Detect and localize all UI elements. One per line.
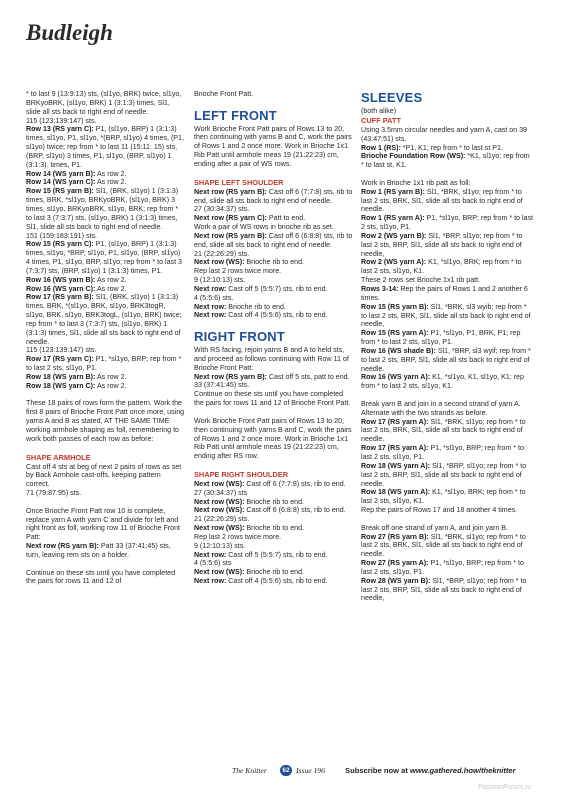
row-label: Row 17 (RS yarn B):	[26, 293, 94, 302]
row-instruction: Cast off 5 (5:5:7) sts, rib to end.	[226, 550, 328, 559]
pattern-row	[361, 347, 533, 374]
pattern-row	[194, 506, 354, 515]
row-instruction: P1, (sl1yo, BRP) 1 (3:1:3) times, sl1yo, *BRP, sl1yo, P1, sl1yo, (BRP, sl1yo) 4 times, P1, sl1yo, BRP, sl1yo; rep from * to last 3 (7:3:7) sts, (BRP, sl1yo) 1 (3:1:3) times, P1.	[26, 240, 182, 275]
subsection-heading: SHAPE LEFT SHOULDER	[194, 177, 284, 187]
paragraph: * to last 9 (13:9:13) sts, (sl1yo, BRK) twice, sl1yo, BRKyoBRK, (sl1yo, BRK) 1 (3:1:3) times, Sl1, slide all sts back to right end of needle.	[26, 90, 182, 116]
row-instruction: Brioche rib to end.	[244, 568, 304, 577]
paragraph: Rep last 2 rows twice more.	[194, 267, 282, 276]
paragraph: Break yarn B and join in a second strand of yarn A. Alternate with the two strands as before.	[361, 399, 521, 417]
paragraph: 21 (22:26:29) sts.	[194, 249, 250, 258]
pattern-row	[361, 303, 533, 330]
pattern-row	[361, 329, 533, 347]
pattern-row	[194, 311, 354, 320]
column-left	[26, 90, 186, 586]
row-label: Row 18 (WS yarn A):	[361, 461, 431, 470]
row-instruction: Sl1, *BRK, sl3 wyib; rep from * to last 2 sts, BRK, Sl1, slide all sts back to right end of needle,	[361, 302, 531, 329]
row-label: Row 14 (WS yarn B):	[26, 169, 96, 178]
pattern-row	[26, 240, 186, 275]
row-instruction: Sl1, *BRP, sl3 wyif; rep from * to last 2 sts, BRP, Sl1, slide all sts back to right end of needle.	[361, 346, 531, 373]
row-instruction: K1, *sl1yo, BRK; rep from * to last 2 sts, sl1yo, K1.	[361, 488, 526, 506]
row-label: Next row (WS):	[194, 497, 245, 506]
pattern-row	[361, 462, 533, 489]
row-instruction: P1, *sl1yo, BRP; rep from * to last 2 sts, sl1yo, P1.	[361, 444, 524, 461]
row-label: Row 1 (RS):	[361, 143, 401, 152]
footer-magazine: The Knitter	[232, 766, 267, 775]
subsection-heading: SHAPE RIGHT SHOULDER	[194, 469, 289, 479]
row-instruction: Cast off 6 (6:8:8) sts, rib to end, slide all sts back to right end of needle.	[194, 231, 353, 249]
row-label: Row 18 (WS yarn C):	[26, 381, 96, 390]
row-label: Next row:	[194, 550, 227, 559]
pattern-row	[194, 524, 354, 533]
paragraph: Continue on these sts until you have completed the pairs for rows 11 and 12 of	[26, 568, 176, 586]
row-label: Row 16 (WS yarn A):	[361, 373, 431, 382]
paragraph: 4 (5:5:6) sts.	[194, 293, 234, 302]
watermark: PassionForum.ru	[478, 784, 532, 791]
row-label: Next row:	[194, 284, 227, 293]
row-label: Next row (WS):	[194, 479, 245, 488]
row-label: Row 28 (WS yarn B):	[361, 576, 431, 585]
paragraph: 71 (79:87:95) sts.	[26, 489, 82, 498]
row-label: Row 16 (WS shade B):	[361, 346, 436, 355]
row-label: Row 13 (RS yarn C):	[26, 125, 94, 134]
pattern-row	[361, 285, 533, 303]
row-instruction: K1, *sl1yo, K1, sl1yo, K1; rep from * to last 2 sts, sl1yo, K1.	[361, 373, 524, 391]
row-instruction: *P1, K1; rep from * to last st P1.	[400, 143, 503, 152]
paragraph: Continue on these sts until you have completed the pairs for rows 11 and 12 of Brioche Front Patt.	[194, 390, 351, 408]
pattern-row	[26, 178, 186, 187]
row-label: Next row (RS yarn B):	[194, 187, 267, 196]
section-heading: LEFT FRONT	[194, 107, 277, 123]
row-label: Brioche Foundation Row (WS):	[361, 152, 466, 161]
row-label: Next row (WS):	[194, 506, 245, 515]
pattern-row	[26, 187, 186, 231]
footer-subscribe	[345, 766, 516, 775]
paragraph: 33 (37:41:45) sts.	[194, 381, 250, 390]
paragraph: Using 3.5mm circular needles and yarn A, cast on 39 (43:47:51) sts.	[361, 125, 527, 143]
paragraph: These 18 pairs of rows form the pattern. Work the first 8 pairs of Brioche Front Patt once more, using yarns A and B as stated, AT THE SAME TIME working armhole shaping as foll, remembering to work both passes of each row as before:	[26, 399, 185, 443]
pattern-row	[361, 444, 533, 462]
column-right	[361, 90, 533, 603]
row-label: Next row (RS yarn B):	[194, 231, 267, 240]
row-instruction: Patt 33 (37:41:45) sts, turn, leaving rem sts on a holder.	[26, 542, 171, 559]
row-label: Row 17 (RS yarn A):	[361, 417, 429, 426]
paragraph: Work a pair of WS rows in brioche rib as set.	[194, 223, 334, 232]
subsection-heading: CUFF PATT	[361, 115, 401, 125]
pattern-row	[194, 577, 354, 586]
pattern-row	[361, 188, 533, 215]
row-label: Next row (RS yarn C):	[194, 214, 267, 223]
pattern-row	[361, 232, 533, 259]
pattern-row	[194, 214, 354, 223]
row-instruction: Sl1, *BRK, sl1yo; rep from * to last 2 sts, BRK, Sl1, slide all sts back to right end of needle.	[361, 417, 526, 444]
row-instruction: Brioche rib to end.	[244, 497, 304, 506]
section-heading: SLEEVES	[361, 90, 423, 105]
paragraph: Once Brioche Front Patt row 10 is complete, replace yarn A with yarn C and divide for left and right front as foll, working row 11 of Brioche Front Patt:	[26, 506, 181, 542]
footer-issue: Issue 196	[296, 766, 325, 775]
row-instruction: P1, (sl1yo, BRP) 1 (3:1:3) times, sl1yo, P1, sl1yo, *(BRP, sl1yo) 4 times, (P1, sl1yo) twice; rep from * to last 11 (15:11: 15) sts, (BRP, sl1yo) 3 times, P1, sl1yo, (BRP, sl1yo) 1 (3:1:3). times, P1.	[26, 125, 184, 169]
pattern-row	[194, 480, 354, 489]
pattern-row	[26, 293, 186, 346]
row-instruction: As row 2.	[95, 169, 127, 178]
row-instruction: Cast off 4 (5:5:6) sts, rib to end.	[226, 577, 328, 586]
pattern-row	[194, 303, 354, 312]
row-label: Row 15 (RS yarn B):	[361, 302, 429, 311]
paragraph: 115 (123:139:147) sts.	[26, 116, 97, 125]
row-label: Row 16 (WS yarn B):	[26, 275, 96, 284]
paragraph: Cast off 4 sts at beg of next 2 pairs of rows as set by Back Armhole cast-offs, keeping pattern correct.	[26, 462, 182, 489]
pattern-row	[361, 577, 533, 604]
paragraph: (both alike)	[361, 107, 397, 115]
pattern-row	[361, 488, 533, 506]
row-label: Row 1 (RS yarn B):	[361, 187, 425, 196]
paragraph: 21 (22:26:29) sts.	[194, 515, 250, 524]
section-heading: RIGHT FRONT	[194, 329, 286, 345]
row-instruction: P1, *sl1yo, BRP; rep from * to last 2 sts, sl1yo, P1.	[361, 559, 524, 576]
pattern-row	[361, 214, 533, 232]
page-title: Budleigh	[26, 20, 113, 45]
paragraph: Brioche Front Patt.	[194, 90, 254, 98]
row-label: Row 14 (WS yarn C):	[26, 178, 96, 187]
row-label: Row 2 (WS yarn A):	[361, 258, 427, 267]
row-label: Row 1 (RS yarn A):	[361, 214, 425, 223]
pattern-row	[361, 559, 533, 577]
row-label: Next row:	[194, 577, 227, 586]
pattern-row	[26, 373, 186, 382]
row-instruction: Brioche rib to end.	[244, 258, 304, 267]
row-label: Next row (WS):	[194, 568, 245, 577]
row-instruction: Cast off 6 (6:8:8) sts, rib to end.	[244, 506, 346, 515]
paragraph: 9 (12:10:13) sts.	[194, 541, 246, 550]
pattern-row	[361, 144, 533, 153]
row-label: Rows 3-14:	[361, 284, 399, 293]
row-instruction: P1, *sl1yo, P1, BRK, P1; rep from * to last 2 sts, sl1yo, P1.	[361, 329, 521, 347]
row-instruction: K1, *sl1yo, BRK; rep from * to last 2 sts, sl1yo, K1.	[361, 258, 522, 276]
row-instruction: Cast off 4 (5:5:6) sts, rib to end.	[226, 311, 328, 320]
pattern-row	[361, 152, 533, 170]
pattern-row	[361, 533, 533, 560]
row-label: Row 17 (RS yarn C):	[26, 355, 94, 364]
row-label: Row 16 (WS yarn C):	[26, 284, 96, 293]
pattern-row	[26, 382, 186, 391]
row-label: Next row (RS yarn B):	[194, 372, 267, 381]
paragraph: These 2 rows set Brioche 1x1 rib patt.	[361, 276, 481, 285]
row-label: Row 2 (WS yarn B):	[361, 231, 427, 240]
row-instruction: Cast off 5 (5:5:7) sts, rib to end.	[226, 284, 328, 293]
row-label: Row 15 (RS yarn B):	[26, 187, 94, 196]
paragraph: 151 (159:183:191) sts.	[26, 231, 97, 240]
pattern-row	[194, 258, 354, 267]
row-instruction: Sl1, (BRK, sl1yo) 1 (3:1:3) times, BRK, *sl1yo, BRKyoBRK, (sl1yo, BRK) 3 times, sl1yo, BRKyoBRK, sl1yo, BRK; rep from * to last 3 (7:3:7) sts, (sl1yo, BRK) 1 (3:1:3) times, Sl1, slide all sts back to right end of needle.	[26, 187, 179, 231]
pattern-row	[26, 276, 186, 285]
paragraph: 9 (12:10:13) sts.	[194, 276, 246, 285]
row-instruction: Sl1, *BRK, sl1yo; rep from * to last 2 sts, BRK, Sl1, slide all sts back to right end of needle.	[361, 187, 523, 214]
row-instruction: Sl1, *BRP, sl1yo; rep from * to last 2 sts, BRP, Sl1, slide all sts back to right end of needle.	[361, 461, 527, 488]
paragraph: 27 (30:34:37) sts.	[194, 205, 250, 214]
pattern-row	[361, 258, 533, 276]
pattern-row	[194, 498, 354, 507]
row-instruction: Sl1, *BRK, sl1yo; rep from * to last 2 sts, BRK, Sl1, slide all sts back to right end of needle.	[361, 532, 526, 559]
row-instruction: As row 2.	[95, 275, 127, 284]
row-instruction: Cast off 5 sts, patt to end.	[266, 372, 350, 381]
pattern-row	[194, 232, 354, 250]
row-label: Row 18 (WS yarn A):	[361, 488, 431, 497]
row-label: Next row:	[194, 311, 227, 320]
paragraph: 115 (123:139:147) sts.	[26, 346, 97, 355]
paragraph: Work in Brioche 1x1 rib patt as foll:	[361, 178, 471, 187]
row-instruction: P1, *sl1yo, BRP; rep from * to last 2 sts, sl1yo, P1.	[361, 214, 534, 232]
subscribe-label: Subscribe now at	[345, 766, 410, 775]
row-instruction: Cast off 6 (7:7:8) sts, rib to end, slide all sts back to right end of needle.	[194, 187, 353, 205]
row-label: Row 27 (RS yarn A):	[361, 559, 429, 568]
subscribe-link[interactable]: www.gathered.how/theknitter	[409, 766, 516, 775]
row-instruction: P1, *sl1yo, BRP; rep from * to last 2 sts, sl1yo, P1.	[26, 355, 182, 373]
row-instruction: Sl1, *BRP, sl1yo; rep from * to last 2 sts, BRP, Sl1, slide all sts back to right end of needle,	[361, 231, 523, 258]
page-number-badge: 62	[280, 765, 292, 776]
row-label: Row 17 (RS yarn A):	[361, 444, 429, 453]
pattern-row	[26, 542, 186, 560]
row-instruction: As row 2.	[95, 373, 127, 381]
paragraph: Rep the pairs of Rows 17 and 18 another 4 times.	[361, 506, 518, 515]
row-instruction: As row 2.	[95, 178, 127, 187]
page-footer	[0, 766, 566, 780]
pattern-row	[361, 373, 533, 391]
row-label: Next row (RS yarn B):	[26, 542, 99, 551]
paragraph: Work Brioche Front Patt pairs of Rows 13 to 20, then continuing with yarns B and C, work the pairs of Rows 1 and 2 once more. Work in Brioche 1x1 Rib Patt until armhole meas 19 (21:22:23) cm, ending after a pair of WS rows.	[194, 124, 352, 169]
row-instruction: Sl1, *BRP, sl1yo; rep from * to last 2 sts, BRP, Sl1, slide all sts back to right end of needle,	[361, 576, 527, 603]
row-instruction: Brioche rib to end.	[244, 524, 304, 533]
pattern-row	[26, 355, 186, 373]
row-label: Row 15 (RS yarn A):	[361, 329, 429, 338]
paragraph: With RS facing, rejoin yarns B and A to held sts, and proceed as follows continuing with Row 11 of Brioche Front Patt:	[194, 346, 349, 372]
row-label: Next row (WS):	[194, 258, 245, 267]
subsection-heading: SHAPE ARMHOLE	[26, 452, 91, 462]
row-instruction: As row 2.	[95, 284, 127, 293]
paragraph: Work Brioche Front Patt pairs of Rows 13 to 20, then continuing with yarns B and C, work the pairs of Rows 1 and 2 once more. Work in Brioche 1x1 Rib Patt until armhole meas 19 (21:22:23) cm, ending after RS row.	[194, 416, 352, 461]
pattern-row	[194, 568, 354, 577]
row-label: Next row (WS):	[194, 524, 245, 533]
row-label: Row 15 (RS yarn C):	[26, 240, 94, 249]
row-instruction: Rep the pairs of Rows 1 and 2 another 6 times.	[361, 284, 528, 302]
row-instruction: As row 2.	[95, 381, 127, 390]
row-instruction: *K1, sl1yo; rep from * to last st, K1.	[361, 152, 530, 170]
row-instruction: Sl1, (BRK, sl1yo) 1 (3:1:3) times, BRK, *(sl1yo, BRK, sl1yo, BRK3togR, sl1yo, BRK, sl1yo, BRK3togL, (sl1yo, BRK) twice; rep from * to last 3 (7:3:7) sts, (sl1yo, BRK) 1 (3:1:3) times, Sl1, slide all sts back to right end of needle.	[26, 293, 182, 346]
pattern-row	[194, 373, 354, 382]
pattern-row	[361, 418, 533, 445]
pattern-row	[194, 285, 354, 294]
paragraph: Break off one strand of yarn A, and join yarn B.	[361, 523, 508, 532]
pattern-row	[26, 285, 186, 294]
row-instruction: Cast off 6 (7:7:8) sts, rib to end.	[244, 479, 346, 488]
pattern-row	[194, 551, 354, 560]
row-instruction: Patt to end.	[266, 214, 306, 223]
row-instruction: Brioche rib to end.	[226, 302, 286, 311]
column-middle	[194, 90, 354, 586]
pattern-row	[194, 188, 354, 206]
row-label: Next row:	[194, 302, 227, 311]
pattern-row	[26, 170, 186, 179]
row-label: Row 27 (RS yarn B):	[361, 532, 429, 541]
row-label: Row 18 (WS yarn B):	[26, 373, 96, 381]
paragraph: 4 (5:5:6) sts	[194, 559, 232, 568]
paragraph: 27 (30:34:37) sts	[194, 488, 248, 497]
pattern-row	[26, 125, 186, 169]
paragraph: Rep last 2 rows twice more.	[194, 532, 282, 541]
